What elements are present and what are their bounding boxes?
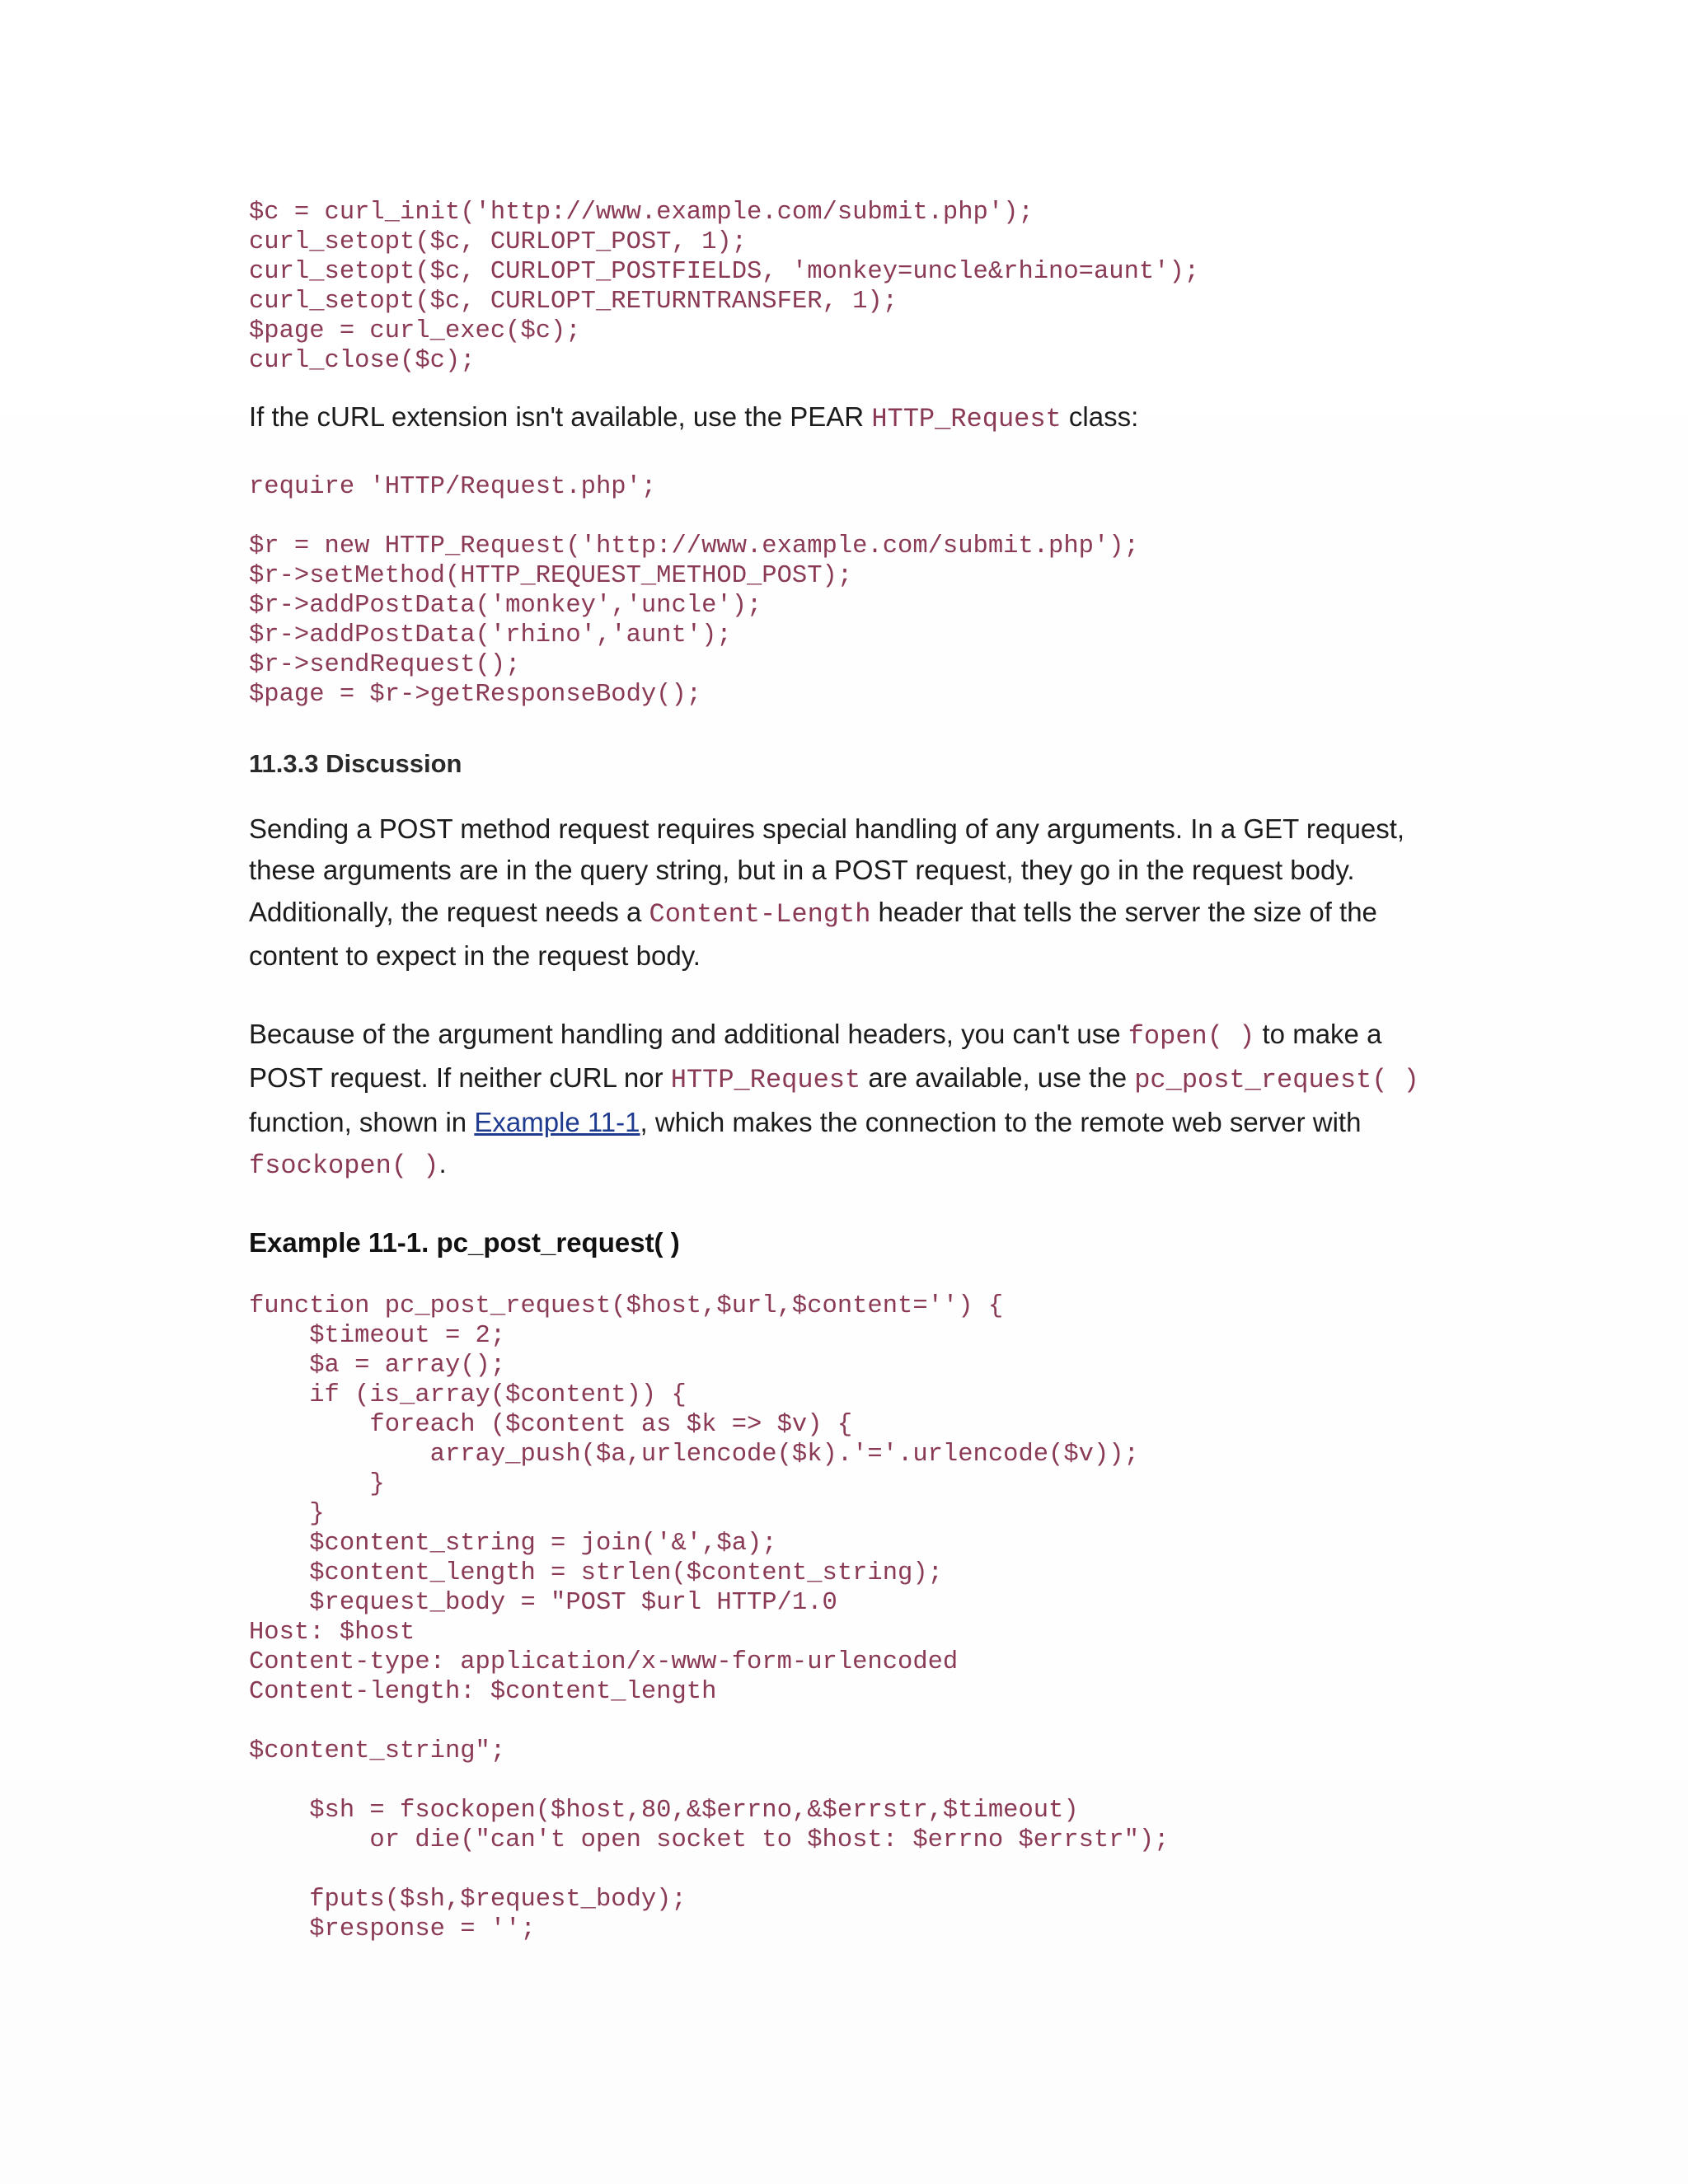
code-line: foreach ($content as $k => $v) { xyxy=(249,1410,853,1439)
code-line: $a = array(); xyxy=(249,1351,506,1380)
inline-code: pc_post_request( ) xyxy=(1134,1065,1419,1095)
code-line: if (is_array($content)) { xyxy=(249,1380,687,1409)
text: Because of the argument handling and additional headers, you can't use xyxy=(249,1018,1128,1049)
code-line: } xyxy=(249,1499,325,1528)
inline-code: fsockopen( ) xyxy=(249,1151,439,1181)
code-line: curl_setopt($c, CURLOPT_POST, 1); xyxy=(249,228,747,256)
code-line: $page = curl_exec($c); xyxy=(249,317,581,345)
example-heading: Example 11-1. pc_post_request( ) xyxy=(249,1226,680,1258)
code-line: $r->addPostData('monkey','uncle'); xyxy=(249,591,762,620)
code-line: $r = new HTTP_Request('http://www.example.com/submit.php'); xyxy=(249,532,1139,560)
code-line: fputs($sh,$request_body); xyxy=(249,1885,687,1914)
code-line: $request_body = "POST $url HTTP/1.0 xyxy=(249,1588,837,1617)
code-line: $sh = fsockopen($host,80,&$errno,&$errstr,$timeout) xyxy=(249,1796,1079,1825)
code-line: Content-type: application/x-www-form-urlencoded xyxy=(249,1647,959,1676)
text: function, shown in xyxy=(249,1106,475,1137)
code-line: or die("can't open socket to $host: $errno $errstr"); xyxy=(249,1825,1170,1854)
text: , which makes the connection to the remote web server with xyxy=(640,1106,1362,1137)
text: class: xyxy=(1061,401,1139,432)
text: If the cURL extension isn't available, use the PEAR xyxy=(249,401,872,432)
code-line: $timeout = 2; xyxy=(249,1321,506,1350)
code-line xyxy=(249,1766,1444,1796)
code-line: $content_string"; xyxy=(249,1736,506,1765)
code-line: $content_string = join('&',$a); xyxy=(249,1529,777,1558)
inline-code: fopen( ) xyxy=(1128,1020,1255,1052)
code-block-curl xyxy=(249,198,1444,376)
inline-code: Content-Length xyxy=(649,898,871,930)
code-line: Host: $host xyxy=(249,1618,415,1647)
discussion-paragraph-2 xyxy=(249,1014,1444,1188)
code-line xyxy=(249,1855,1444,1885)
code-line: $content_length = strlen($content_string); xyxy=(249,1558,943,1587)
code-line: array_push($a,urlencode($k).'='.urlencode($v)); xyxy=(249,1440,1139,1469)
code-line: $response = ''; xyxy=(249,1915,536,1943)
code-line: $r->sendRequest(); xyxy=(249,650,521,679)
code-line: curl_setopt($c, CURLOPT_RETURNTRANSFER, 1); xyxy=(249,288,898,316)
code-line xyxy=(249,1707,1444,1736)
text: header that tells the server the size of the content to expect in the request body. xyxy=(249,896,1377,971)
code-line: function pc_post_request($host,$url,$content='') { xyxy=(249,1291,1004,1320)
code-line: } xyxy=(249,1469,385,1498)
code-line: $r->addPostData('rhino','aunt'); xyxy=(249,621,732,649)
text: Sending a POST method request requires special handling of any arguments. In a GET request, these arguments are in the query string, but in a POST request, they go in the request body. Additionally, the request needs a xyxy=(249,813,1405,927)
code-line: require 'HTTP/Request.php'; xyxy=(249,472,657,501)
discussion-paragraph-1 xyxy=(249,808,1444,977)
paragraph-pear xyxy=(249,396,1444,441)
example-11-1-link[interactable]: Example 11-1 xyxy=(474,1106,640,1137)
code-block-pc-post-request xyxy=(249,1291,1444,1944)
page-content xyxy=(249,198,1444,1944)
code-line: Content-length: $content_length xyxy=(249,1677,717,1706)
text: are available, use the xyxy=(860,1062,1135,1093)
code-block-http-request xyxy=(249,472,1444,710)
code-line xyxy=(249,502,1444,532)
section-heading: 11.3.3 Discussion xyxy=(249,748,462,778)
code-line: $page = $r->getResponseBody(); xyxy=(249,680,702,709)
inline-code: HTTP_Request xyxy=(670,1065,861,1095)
text: . xyxy=(438,1148,447,1179)
text: to make a POST request. If neither cURL nor xyxy=(249,1018,1382,1093)
inline-code: HTTP_Request xyxy=(871,404,1062,434)
code-line: curl_setopt($c, CURLOPT_POSTFIELDS, 'monkey=uncle&rhino=aunt'); xyxy=(249,258,1200,286)
code-line: $c = curl_init('http://www.example.com/submit.php'); xyxy=(249,199,1034,227)
code-line: $r->setMethod(HTTP_REQUEST_METHOD_POST); xyxy=(249,561,853,590)
code-line: curl_close($c); xyxy=(249,347,476,375)
